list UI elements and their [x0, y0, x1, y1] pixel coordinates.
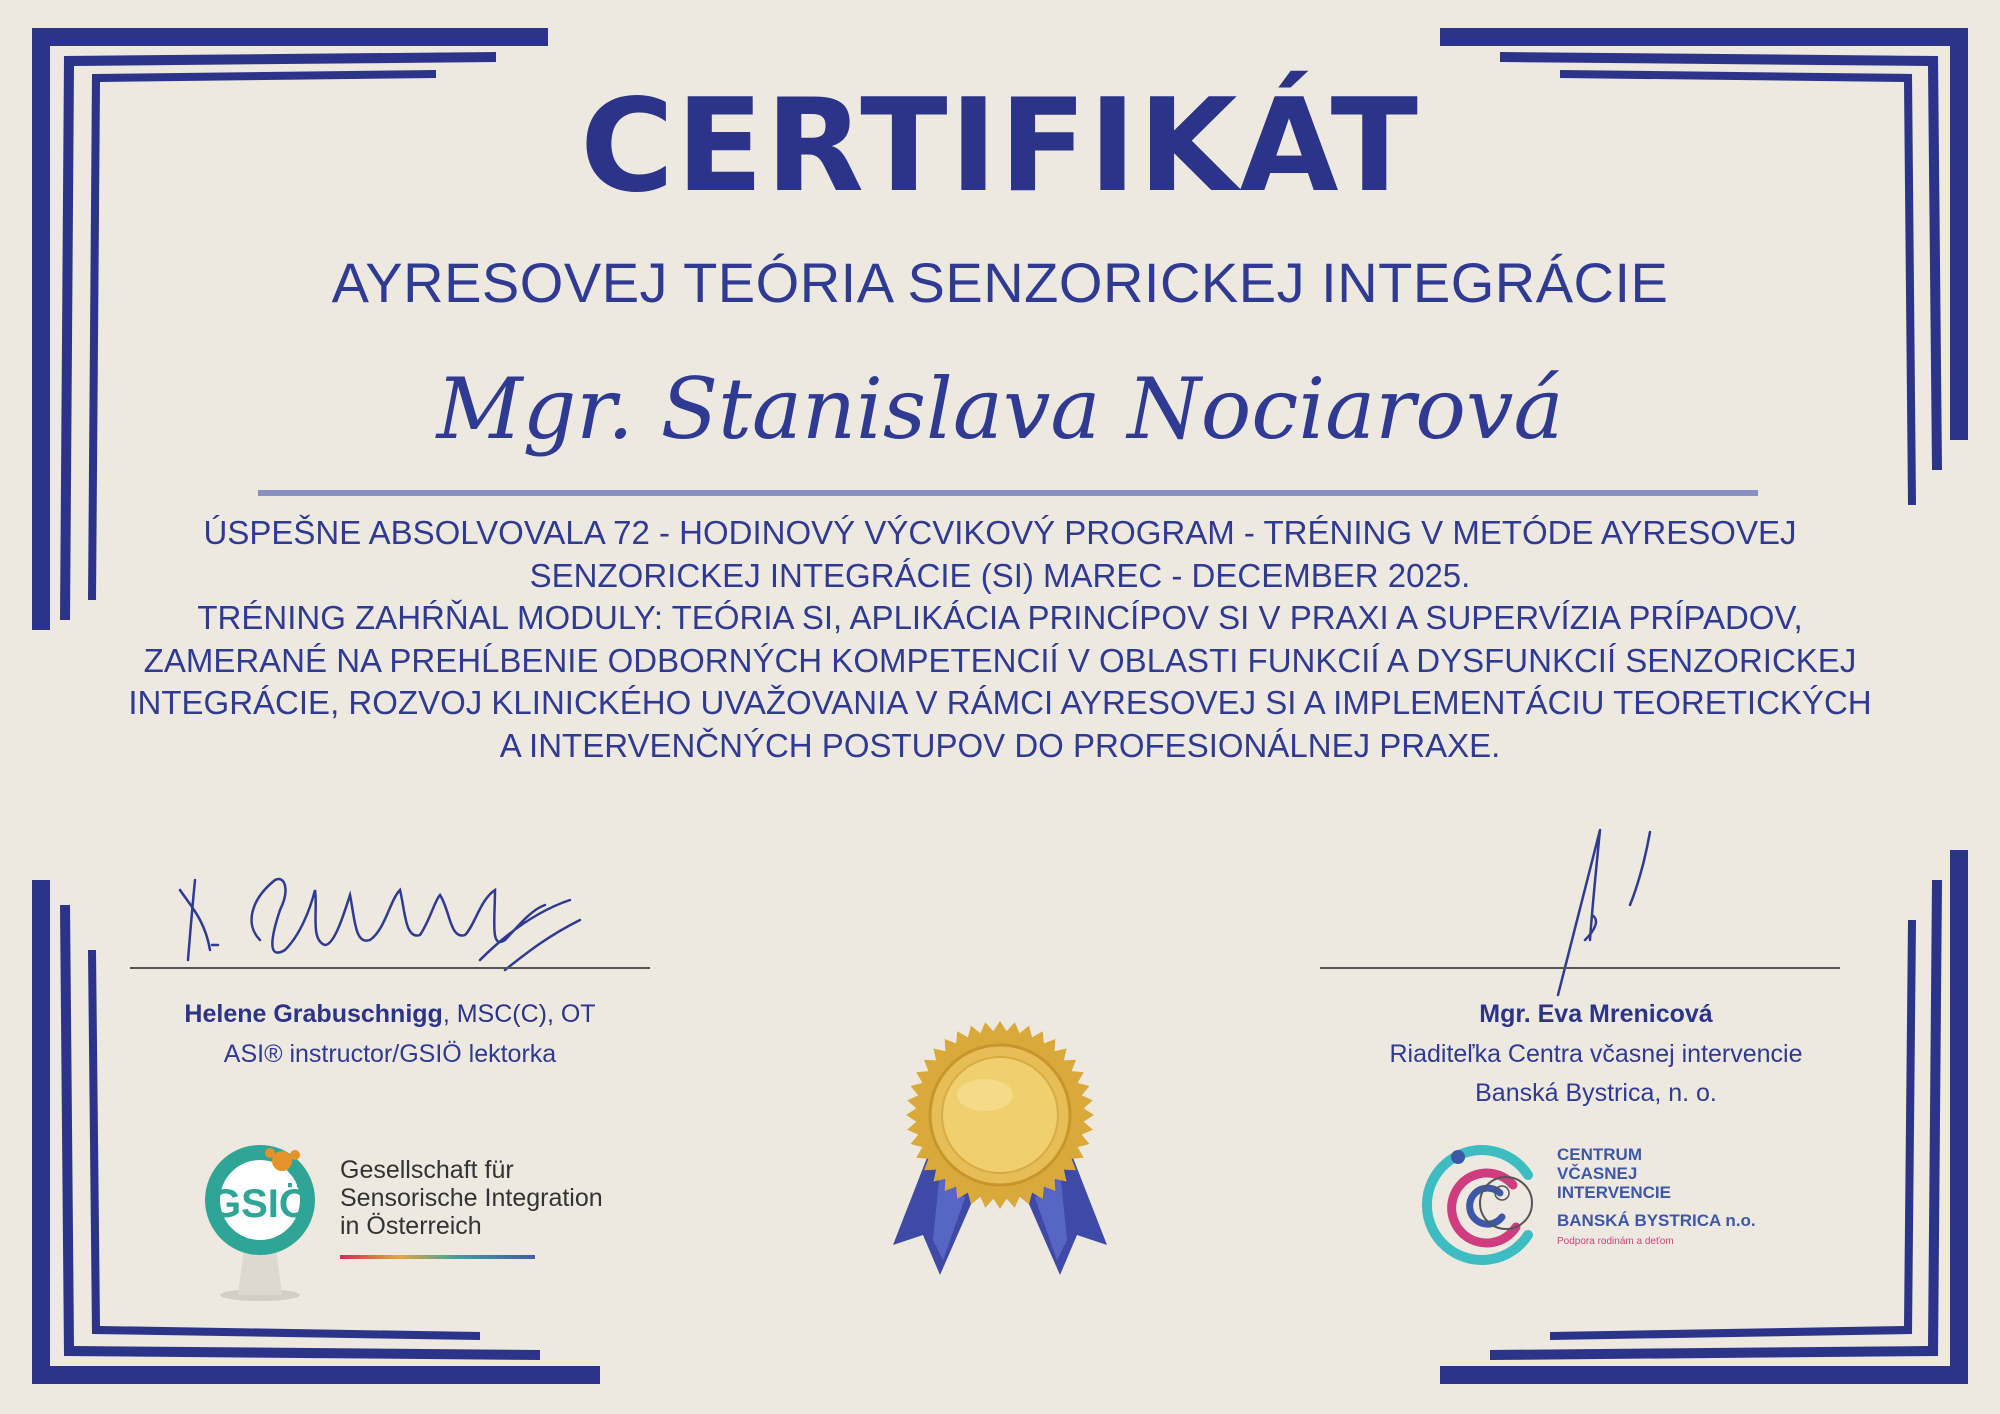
cvi-logo — [1418, 1135, 1553, 1270]
signatory-left-role: ASI® instructor/GSIÖ lektorka — [223, 1040, 557, 1068]
certificate-body — [90, 512, 1910, 767]
signature-line-right — [1320, 967, 1840, 969]
gsio-logo — [190, 1135, 330, 1315]
gsio-color-bar — [340, 1255, 535, 1259]
signature-left — [150, 850, 620, 990]
signatory-right-role: Riaditeľka Centra včasnej intervencie — [1389, 1040, 1803, 1068]
signatory-right-name: Mgr. Eva Mrenicová — [1479, 1000, 1713, 1028]
seal-icon — [885, 1020, 1115, 1280]
gsio-name: Gesellschaft für Sensorische Integration in Österreich — [340, 1156, 603, 1240]
body-line: SENZORICKEJ INTEGRÁCIE (SI) MAREC - DECEMBER 2025. — [529, 556, 1471, 594]
certificate-title: CERTIFIKÁT — [580, 72, 1420, 221]
body-line: INTEGRÁCIE, ROZVOJ KLINICKÉHO UVAŽOVANIA V RÁMCI AYRESOVEJ SI A IMPLEMENTÁCIU TEORETICKÝCH — [128, 684, 1872, 721]
gsio-badge-text: GSIÖ — [209, 1182, 311, 1226]
recipient-name: Mgr. Stanislava Nociarová — [436, 360, 1564, 458]
cvi-name: CENTRUM VČASNEJ INTERVENCIE — [1557, 1145, 1671, 1202]
signatory-left-name: Helene Grabuschnigg, MSC(C), OT — [184, 1000, 596, 1028]
cvi-location: BANSKÁ BYSTRICA n.o. — [1557, 1211, 1756, 1230]
body-line: TRÉNING ZAHŔŇAL MODULY: TEÓRIA SI, APLIKÁCIA PRINCÍPOV SI V PRAXI A SUPERVÍZIA PRÍPADOV, — [197, 599, 1803, 636]
signature-line-left — [130, 967, 650, 969]
certificate-subtitle: AYRESOVEJ TEÓRIA SENZORICKEJ INTEGRÁCIE — [331, 251, 1669, 314]
body-line: ZAMERANÉ NA PREHĹBENIE ODBORNÝCH KOMPETENCIÍ V OBLASTI FUNKCIÍ A DYSFUNKCIÍ SENZORICKEJ — [143, 641, 1857, 679]
divider — [258, 490, 1758, 496]
signature-right — [1530, 820, 1680, 1010]
signatory-right-location: Banská Bystrica, n. o. — [1475, 1079, 1717, 1107]
body-line: ÚSPEŠNE ABSOLVOVALA 72 - HODINOVÝ VÝCVIKOVÝ PROGRAM - TRÉNING V METÓDE AYRESOVEJ — [203, 514, 1797, 551]
cvi-tagline: Podpora rodinám a deťom — [1557, 1236, 1674, 1247]
body-line: A INTERVENČNÝCH POSTUPOV DO PROFESIONÁLNEJ PRAXE. — [499, 726, 1501, 764]
